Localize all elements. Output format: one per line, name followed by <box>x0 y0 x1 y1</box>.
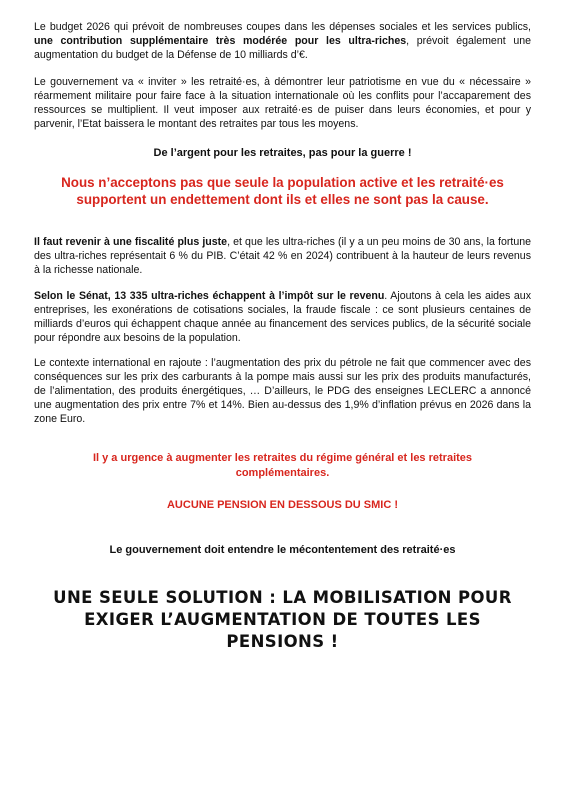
budget-emphasis: une contribution supplémentaire très modérée pour les ultra-riches <box>34 35 407 47</box>
headline-line2: EXIGER L’AUGMENTATION DE TOUTES LES <box>84 610 481 629</box>
senate-text: . Ajoutons à cela les aides aux entreprises, les exonérations de cotisations sociales, la fraude fiscale : ce sont plusieurs centaines de milliards d’euros qui échappent chaque année au financement des services publics, de la sécurité sociale pour répondre aux besoins de la population. <box>34 290 531 344</box>
red-statement-urgency-line1: Il y a urgence à augmenter les retraites du régime général et les retraites <box>92 452 473 464</box>
slogan-government-listen: Le gouvernement doit entendre le mécontentement des retraité·es <box>109 544 456 556</box>
red-statement-debt <box>20 174 545 208</box>
senate-emphasis: Selon le Sénat, 13 335 ultra-riches échappent à l’impôt sur le revenu <box>34 290 385 302</box>
red-statement-debt-line2: supportent un endettement dont ils et elles ne sont pas la cause. <box>76 192 489 207</box>
red-statement-debt-line1: Nous n’acceptons pas que seule la population active et les retraité·es <box>61 175 504 190</box>
paragraph-fair-taxation <box>34 235 531 277</box>
headline-line3: PENSIONS ! <box>226 632 339 651</box>
paragraph-budget-2026 <box>34 20 531 62</box>
red-statement-smic: AUCUNE PENSION EN DESSOUS DU SMIC ! <box>166 499 399 511</box>
paragraph-international-context: Le contexte international en rajoute : l’augmentation des prix du pétrole ne fait que commencer avec des conséquences sur les prix des carburants à la pompe mais aussi sur les prix des produits manufacturés, de l’alimentation, des produits énergétiques, … D’ailleurs, le PDG des enseignes LECLERC a annoncé une augmentation des prix entre 7% et 14%. Bien au-dessus des 1,9% d’inflation prévus en 2026 dans la zone Euro. <box>34 357 531 425</box>
headline-mobilisation <box>20 587 545 653</box>
fair-taxation-text: , et que les ultra-riches (il y a un peu moins de 30 ans, la fortune des ultra-riches représentait 6 % du PIB. C’était 42 % en 2024) contribuent à la hauteur de leurs revenus à la richesse nationale. <box>34 236 531 276</box>
red-statement-urgency <box>20 451 545 481</box>
budget-text-start: Le budget 2026 qui prévoit de nombreuses coupes dans les dépenses sociales et les services publics, <box>34 21 531 33</box>
fair-taxation-emphasis: Il faut revenir à une fiscalité plus juste <box>34 236 228 248</box>
headline-line1: UNE SEULE SOLUTION : LA MOBILISATION POUR <box>53 588 512 607</box>
red-statement-urgency-line2: complémentaires. <box>235 467 330 479</box>
slogan-money-for-pensions: De l’argent pour les retraites, pas pour la guerre ! <box>153 147 412 159</box>
budget-text-end: , prévoit également une augmentation du budget de la Défense de 10 milliards d’€. <box>34 35 532 61</box>
paragraph-senate-ultra-rich <box>34 289 531 345</box>
paragraph-government-invite: Le gouvernement va « inviter » les retraité·es, à démontrer leur patriotisme en vue du « nécessaire » réarmement militaire pour faire face à la situation internationale où les conflits pour l’accaparement des ressources se multiplient. Il veut imposer aux retraité·es de puiser dans leurs économies, et pour y parvenir, l’Etat baissera le montant des retraites par tous les moyens. <box>34 76 531 130</box>
